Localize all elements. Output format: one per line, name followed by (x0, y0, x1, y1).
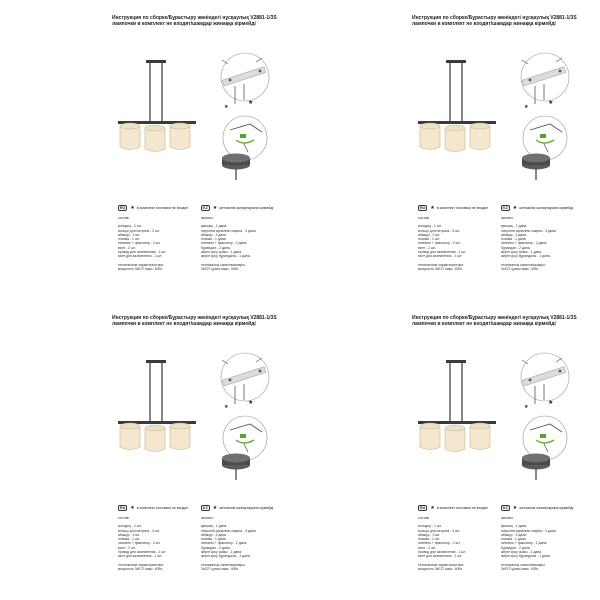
wiring-detail (223, 116, 267, 160)
ru-list-item: ниппель + фиксатор - 2 шт. (418, 241, 461, 246)
kz-list-item: патронға арналған сақина - 3 дана. (501, 228, 557, 233)
kz-list-item: бұрандал - 2 дана. (201, 545, 231, 550)
ru-list-item: провод для заземления - 1 шт. (118, 250, 167, 255)
kz-tech: 3xE27 қуаты макс. 40Вт. (501, 566, 539, 571)
instruction-title (112, 15, 297, 27)
ru-list-item: абажур - 3 шт. (418, 532, 441, 537)
kz-list-item: бұрандал - 2 дана. (501, 245, 531, 250)
kz-list-item: планка - 1 дана. (501, 237, 527, 242)
ru-list-item: планка - 1 шт. (118, 537, 140, 542)
excluded-star-icon: ★ (524, 104, 529, 110)
pendant-lamp-illustration (418, 60, 496, 152)
wiring-detail (523, 116, 567, 160)
mounting-plate-detail (521, 53, 569, 104)
kz-tech-heading: техникалық сипаттамалары: (501, 562, 546, 567)
kz-list-item: қапшық - 1 дана. (501, 524, 528, 529)
star-icon: ★ (130, 505, 135, 511)
pendant-lamp-illustration (118, 360, 196, 452)
lamp-shade (145, 425, 165, 452)
ru-badge: RU (420, 506, 426, 510)
title-line-1: Инструкция по сборке/Бұрастыру жөніндегі нұсқаулық V2881-1/3S (112, 15, 277, 21)
kz-list-item: ниппель + фиксатор - 2 дана. (501, 241, 548, 246)
legend-kz-text: жеткізілім жинақтарына кірмейді (219, 506, 274, 510)
kz-list-item: жерге қосу бұрандалы - 1 дана. (201, 254, 251, 259)
kz-heading: жинағы: (501, 216, 514, 220)
ru-tech: мощность 3xE27 макс. 40Вт. (118, 266, 163, 271)
kz-list-item: жерге қосу бұрандалы - 1 дана. (501, 554, 551, 559)
kz-list-item: қапшық - 1 дана. (201, 224, 228, 229)
ru-list-item: провод для заземления - 1 шт. (418, 550, 467, 555)
ru-list-item: ниппель + фиксатор - 2 шт. (118, 241, 161, 246)
ru-rows (418, 524, 466, 558)
canopy-detail (222, 154, 250, 181)
ru-list-item: кольцо для патрона - 3 шт. (418, 228, 460, 233)
kz-rows (501, 524, 556, 558)
kz-list-item: абажур - 3 дана. (501, 532, 527, 537)
excluded-star-icon: ★ (248, 100, 254, 106)
instruction-sheet (0, 300, 300, 600)
ru-tech: мощность 3xE27 макс. 40Вт. (418, 266, 463, 271)
ru-list-item: абажур - 3 шт. (118, 532, 141, 537)
kz-list-item: планка - 1 дана. (501, 537, 527, 542)
ru-parts-list (118, 516, 166, 571)
pendant-lamp-illustration (418, 360, 496, 452)
ru-heading: состав: (418, 516, 430, 520)
ru-parts-list (418, 516, 466, 571)
lamp-shade (445, 125, 465, 152)
instruction-title (112, 315, 297, 327)
legend-ru-text: в комплект поставки не входят (436, 506, 489, 510)
legend-ru (418, 505, 488, 511)
ru-list-item: винт для заземления - 1 шт. (418, 554, 463, 559)
ru-list-item: кольцо для патрона - 3 шт. (118, 528, 160, 533)
kz-parts-list (501, 516, 556, 571)
kz-list-item: бұрандал - 2 дана. (201, 245, 231, 250)
ru-heading: состав: (118, 216, 130, 220)
kz-tech-heading: техникалық сипаттамалары: (201, 562, 246, 567)
title-line-2: лампочки в комплект не входят/шамдар жинаққа кірмейді (112, 21, 256, 27)
kz-parts-list (201, 516, 256, 571)
wiring-detail (223, 416, 267, 460)
kz-badge: KZ (503, 206, 508, 210)
excluded-star-icon: ★ (548, 400, 554, 406)
kz-list-item: ниппель + фиксатор - 2 дана. (201, 241, 248, 246)
kz-rows (201, 524, 256, 558)
ru-tech: мощность 3xE27 макс. 40Вт. (118, 566, 163, 571)
kz-rows (201, 224, 256, 258)
kz-list-item: жерге қосу бұрандалы - 1 дана. (201, 554, 251, 559)
legend-kz (501, 205, 573, 211)
kz-list-item: жерге қосу сымы - 1 дана. (201, 550, 243, 555)
ru-list-item: винт для заземления - 1 шт. (118, 254, 163, 259)
ru-list-item: винт - 2 шт. (118, 245, 136, 250)
title-line-1: Инструкция по сборке/Бұрастыру жөніндегі нұсқаулық V2881-1/3S (412, 315, 577, 321)
ru-rows (118, 524, 166, 558)
ru-list-item: планка - 1 шт. (118, 237, 140, 242)
title-line-1: Инструкция по сборке/Бұрастыру жөніндегі нұсқаулық V2881-1/3S (112, 315, 277, 321)
legend-kz-text: жеткізілім жинақтарына кірмейді (519, 206, 574, 210)
legend-kz (501, 505, 573, 511)
kz-tech-heading: техникалық сипаттамалары: (501, 262, 546, 267)
kz-list-item: абажур - 3 дана. (501, 232, 527, 237)
kz-list-item: жерге қосу бұрандалы - 1 дана. (501, 254, 551, 259)
instruction-title (412, 15, 597, 27)
ru-list-item: кольцо для патрона - 3 шт. (418, 528, 460, 533)
legend-ru-text: в комплект поставки не входят (136, 206, 189, 210)
star-icon: ★ (430, 205, 435, 211)
ru-list-item: колодец - 1 шт. (118, 524, 142, 529)
kz-parts-list (201, 216, 256, 271)
ru-heading: состав: (118, 516, 130, 520)
legend-kz-text: жеткізілім жинақтарына кірмейді (219, 206, 274, 210)
lamp-shade (470, 123, 490, 150)
mounting-plate-detail (221, 53, 269, 104)
kz-badge: KZ (203, 506, 208, 510)
canopy-detail (222, 454, 250, 481)
kz-tech: 3xE27 қуаты макс. 40Вт. (501, 266, 539, 271)
mounting-plate-detail (221, 353, 269, 404)
ru-list-item: ниппель + фиксатор - 2 шт. (418, 541, 461, 546)
kz-parts-list (501, 216, 556, 271)
mounting-plate-detail (521, 353, 569, 404)
kz-heading: жинағы: (201, 216, 214, 220)
ru-list-item: абажур - 3 шт. (418, 232, 441, 237)
excluded-star-icon: ★ (548, 100, 554, 106)
kz-list-item: бұрандал - 2 дана. (501, 545, 531, 550)
ru-list-item: провод для заземления - 1 шт. (118, 550, 167, 555)
title-line-1: Инструкция по сборке/Бұрастыру жөніндегі нұсқаулық V2881-1/3S (412, 15, 577, 21)
kz-heading: жинағы: (501, 516, 514, 520)
ru-list-item: винт для заземления - 1 шт. (418, 254, 463, 259)
kz-list-item: қапшық - 1 дана. (501, 224, 528, 229)
ru-heading: состав: (418, 216, 430, 220)
lamp-shade (120, 423, 140, 450)
legend-ru (118, 205, 188, 211)
kz-list-item: планка - 1 дана. (201, 537, 227, 542)
ru-tech-heading: технические характеристики: (118, 562, 164, 567)
ru-tech-heading: технические характеристики: (118, 262, 164, 267)
kz-tech: 3xE27 қуаты макс. 40Вт. (201, 266, 239, 271)
ru-tech-heading: технические характеристики: (418, 562, 464, 567)
instruction-sheet (0, 0, 300, 300)
kz-list-item: патронға арналған сақина - 3 дана. (501, 528, 557, 533)
ru-list-item: колодец - 1 шт. (418, 224, 442, 229)
lamp-shade (145, 125, 165, 152)
lamp-shade (170, 423, 190, 450)
legend-ru-text: в комплект поставки не входят (136, 506, 189, 510)
kz-list-item: абажур - 3 дана. (201, 532, 227, 537)
star-icon: ★ (512, 205, 518, 211)
legend-kz (201, 505, 273, 511)
ru-list-item: винт - 2 шт. (418, 245, 436, 250)
ru-list-item: винт - 2 шт. (418, 545, 436, 550)
ru-list-item: планка - 1 шт. (418, 537, 440, 542)
excluded-star-icon: ★ (524, 404, 529, 410)
kz-heading: жинағы: (201, 516, 214, 520)
lamp-shade (420, 123, 440, 150)
ru-tech: мощность 3xE27 макс. 40Вт. (418, 566, 463, 571)
lamp-shade (470, 423, 490, 450)
ru-parts-list (118, 216, 166, 271)
ru-list-item: винт - 2 шт. (118, 545, 136, 550)
ru-badge: RU (420, 206, 426, 210)
excluded-star-icon: ★ (224, 104, 229, 110)
legend-kz-text: жеткізілім жинақтарына кірмейді (519, 506, 574, 510)
wiring-detail (523, 416, 567, 460)
kz-list-item: абажур - 3 дана. (201, 232, 227, 237)
kz-list-item: жерге қосу сымы - 1 дана. (501, 550, 543, 555)
kz-list-item: патронға арналған сақина - 3 дана. (201, 528, 257, 533)
star-icon: ★ (130, 205, 135, 211)
kz-list-item: патронға арналған сақина - 3 дана. (201, 228, 257, 233)
kz-list-item: қапшық - 1 дана. (201, 524, 228, 529)
ru-rows (118, 224, 166, 258)
legend-ru-text: в комплект поставки не входят (436, 206, 489, 210)
kz-tech: 3xE27 қуаты макс. 40Вт. (201, 566, 239, 571)
instruction-title (412, 315, 597, 327)
excluded-star-icon: ★ (224, 404, 229, 410)
kz-list-item: планка - 1 дана. (201, 237, 227, 242)
ru-parts-list (418, 216, 466, 271)
lamp-shade (420, 423, 440, 450)
kz-tech-heading: техникалық сипаттамалары: (201, 262, 246, 267)
pendant-lamp-illustration (118, 60, 196, 152)
ru-list-item: планка - 1 шт. (418, 237, 440, 242)
kz-badge: KZ (203, 206, 208, 210)
star-icon: ★ (212, 205, 218, 211)
title-line-2: лампочки в комплект не входят/шамдар жинаққа кірмейді (412, 321, 556, 327)
canopy-detail (522, 154, 550, 181)
kz-list-item: ниппель + фиксатор - 2 дана. (501, 541, 548, 546)
title-line-2: лампочки в комплект не входят/шамдар жинаққа кірмейді (112, 321, 256, 327)
instruction-sheet (300, 300, 600, 600)
ru-list-item: провод для заземления - 1 шт. (418, 250, 467, 255)
kz-list-item: жерге қосу сымы - 1 дана. (201, 250, 243, 255)
lamp-shade (170, 123, 190, 150)
ru-badge: RU (120, 206, 126, 210)
ru-badge: RU (120, 506, 126, 510)
canopy-detail (522, 454, 550, 481)
lamp-shade (445, 425, 465, 452)
kz-list-item: ниппель + фиксатор - 2 дана. (201, 541, 248, 546)
kz-badge: KZ (503, 506, 508, 510)
ru-list-item: абажур - 3 шт. (118, 232, 141, 237)
ru-list-item: колодец - 1 шт. (418, 524, 442, 529)
star-icon: ★ (430, 505, 435, 511)
title-line-2: лампочки в комплект не входят/шамдар жинаққа кірмейді (412, 21, 556, 27)
kz-list-item: жерге қосу сымы - 1 дана. (501, 250, 543, 255)
ru-list-item: кольцо для патрона - 3 шт. (118, 228, 160, 233)
ru-list-item: винт для заземления - 1 шт. (118, 554, 163, 559)
legend-ru (418, 205, 488, 211)
legend-ru (118, 505, 188, 511)
star-icon: ★ (212, 505, 218, 511)
excluded-star-icon: ★ (248, 400, 254, 406)
lamp-shade (120, 123, 140, 150)
star-icon: ★ (512, 505, 518, 511)
ru-tech-heading: технические характеристики: (418, 262, 464, 267)
ru-list-item: ниппель + фиксатор - 2 шт. (118, 541, 161, 546)
ru-rows (418, 224, 466, 258)
kz-rows (501, 224, 556, 258)
legend-kz (201, 205, 273, 211)
ru-list-item: колодец - 1 шт. (118, 224, 142, 229)
instruction-sheet (300, 0, 600, 300)
